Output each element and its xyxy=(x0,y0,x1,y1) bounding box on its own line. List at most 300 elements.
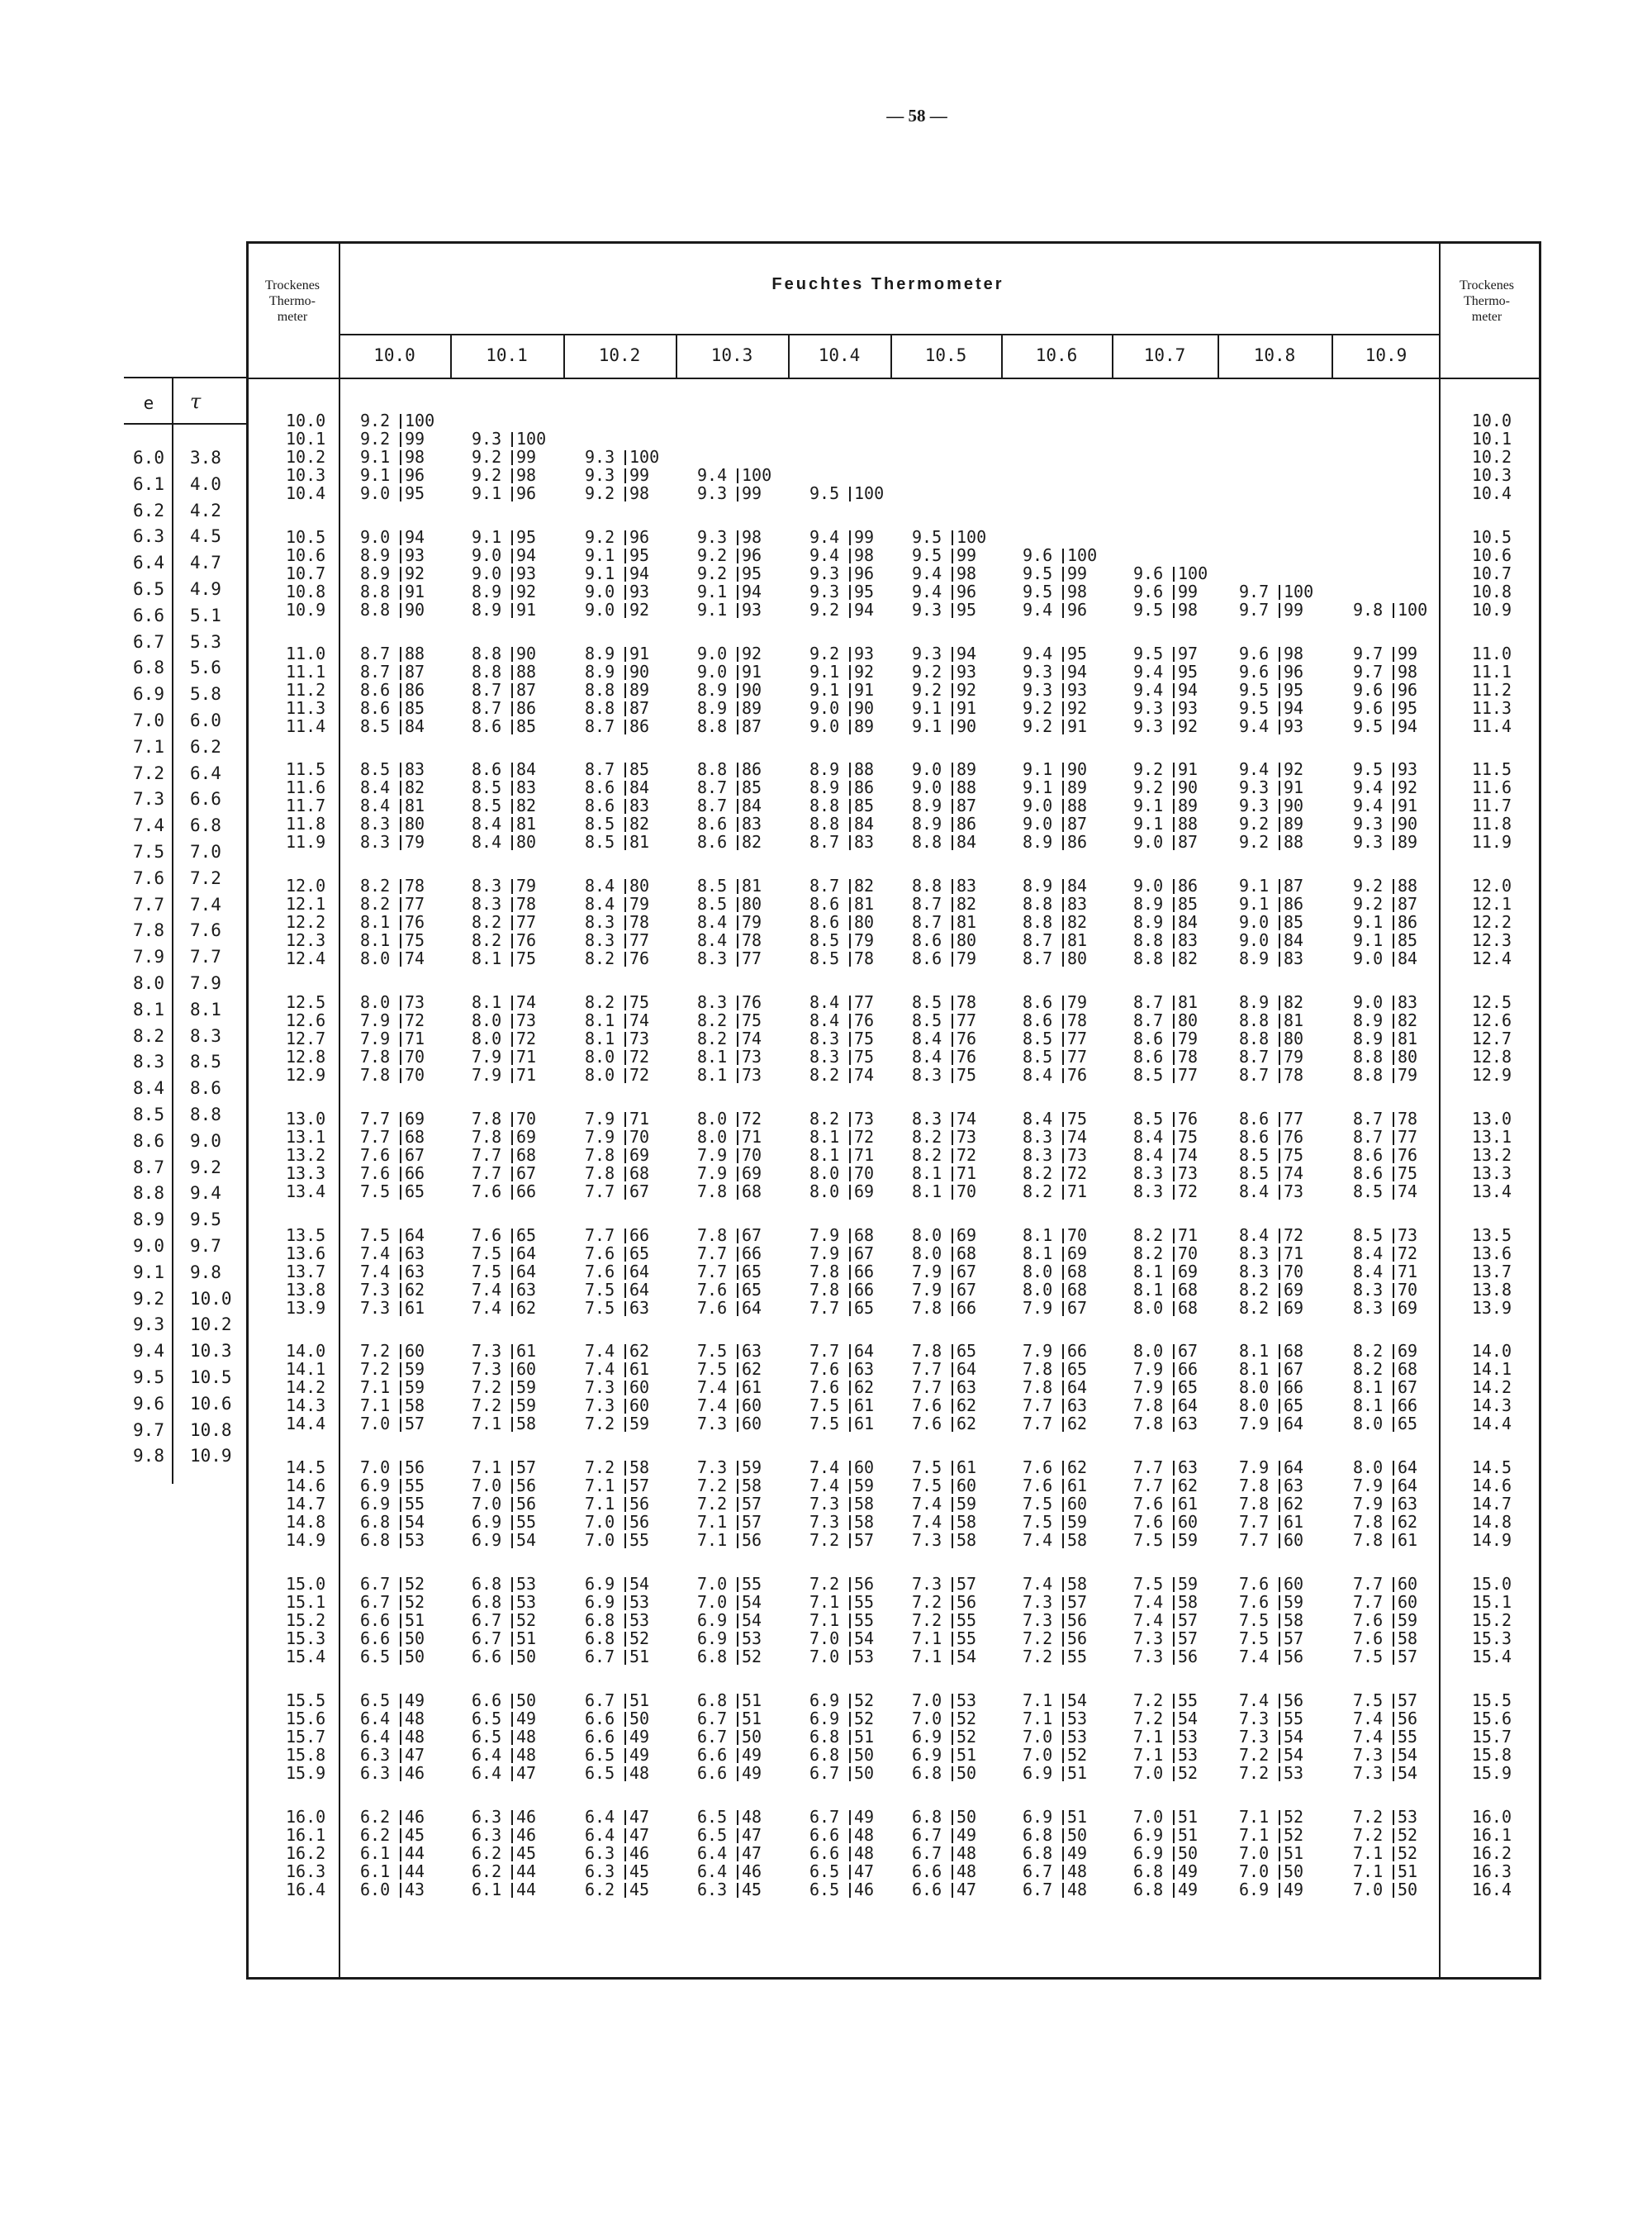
dry-temp-left: 12.7 xyxy=(286,1029,326,1048)
relative-humidity-value: 58 xyxy=(1067,1574,1088,1594)
vapor-pressure-e: 6.3 xyxy=(133,526,164,546)
value-separator xyxy=(1393,1883,1394,1898)
relative-humidity-value: 77 xyxy=(1284,1109,1304,1129)
relative-humidity-value: 66 xyxy=(1284,1377,1304,1397)
relative-humidity-value: 53 xyxy=(1067,1727,1088,1747)
vapor-pressure-value: 7.8 xyxy=(809,1262,840,1281)
relative-humidity-value: 87 xyxy=(957,796,977,815)
relative-humidity-value: 77 xyxy=(1067,1047,1088,1067)
value-separator xyxy=(737,1748,738,1763)
vapor-pressure-value: 7.0 xyxy=(585,1530,615,1550)
dry-temp-left: 13.4 xyxy=(286,1181,326,1201)
dry-temp-left: 10.9 xyxy=(286,600,326,620)
value-separator xyxy=(624,1712,626,1727)
value-separator xyxy=(624,799,626,814)
vapor-pressure-value: 9.6 xyxy=(1353,680,1384,700)
value-separator xyxy=(952,1283,953,1298)
relative-humidity-value: 55 xyxy=(957,1610,977,1630)
vapor-pressure-value: 9.4 xyxy=(912,563,942,583)
vapor-pressure-value: 8.1 xyxy=(912,1181,942,1201)
dry-temp-left: 13.2 xyxy=(286,1145,326,1165)
vapor-pressure-value: 8.9 xyxy=(912,814,942,834)
value-separator xyxy=(737,1167,738,1181)
relative-humidity-value: 62 xyxy=(629,1341,650,1361)
vapor-pressure-value: 7.0 xyxy=(585,1512,615,1532)
value-separator xyxy=(511,1112,513,1127)
relative-humidity-value: 77 xyxy=(516,912,537,932)
value-separator xyxy=(400,1810,401,1825)
relative-humidity-value: 86 xyxy=(1067,832,1088,852)
relative-humidity-value: 83 xyxy=(854,832,875,852)
dry-temp-right: 13.2 xyxy=(1471,1145,1512,1165)
vapor-pressure-value: 6.9 xyxy=(472,1530,502,1550)
vapor-pressure-value: 7.6 xyxy=(1239,1592,1270,1612)
value-separator xyxy=(737,1032,738,1047)
relative-humidity-value: 66 xyxy=(854,1262,875,1281)
relative-humidity-value: 79 xyxy=(1067,992,1088,1012)
value-separator xyxy=(1279,817,1280,832)
value-separator xyxy=(400,1497,401,1512)
value-separator xyxy=(511,432,513,447)
relative-humidity-value: 69 xyxy=(1067,1243,1088,1263)
relative-humidity-value: 70 xyxy=(957,1181,977,1201)
left-header-tau: τ xyxy=(190,390,202,413)
relative-humidity-value: 68 xyxy=(742,1181,762,1201)
vapor-pressure-value: 9.2 xyxy=(809,644,840,663)
relative-humidity-value: 53 xyxy=(854,1647,875,1666)
vapor-pressure-value: 8.2 xyxy=(697,1029,728,1048)
value-separator xyxy=(1062,1712,1064,1727)
value-separator xyxy=(624,603,626,618)
vapor-pressure-value: 8.2 xyxy=(912,1145,942,1165)
dew-point-tau: 9.7 xyxy=(190,1236,221,1256)
value-separator xyxy=(1173,763,1175,777)
dew-point-tau: 6.0 xyxy=(190,711,221,730)
relative-humidity-value: 68 xyxy=(405,1127,425,1147)
relative-humidity-value: 93 xyxy=(1178,698,1199,718)
value-separator xyxy=(1393,1533,1394,1548)
vapor-pressure-value: 8.4 xyxy=(809,1010,840,1030)
relative-humidity-value: 93 xyxy=(742,600,762,620)
relative-humidity-value: 50 xyxy=(854,1745,875,1765)
relative-humidity-value: 70 xyxy=(405,1047,425,1067)
relative-humidity-value: 76 xyxy=(742,992,762,1012)
relative-humidity-value: 47 xyxy=(629,1807,650,1827)
value-separator xyxy=(1393,1694,1394,1709)
vapor-pressure-e: 8.5 xyxy=(133,1105,164,1124)
value-separator xyxy=(849,1068,851,1083)
vapor-pressure-value: 8.4 xyxy=(472,814,502,834)
value-separator xyxy=(1173,781,1175,796)
value-separator xyxy=(1393,1497,1394,1512)
relative-humidity-value: 95 xyxy=(742,563,762,583)
wet-column-header: 10.9 xyxy=(1365,345,1408,365)
vapor-pressure-value: 7.0 xyxy=(1239,1843,1270,1863)
value-separator xyxy=(1279,1265,1280,1280)
value-separator xyxy=(624,1130,626,1145)
dry-temp-left: 14.1 xyxy=(286,1359,326,1379)
vapor-pressure-value: 7.8 xyxy=(472,1109,502,1129)
vapor-pressure-value: 8.8 xyxy=(912,876,942,896)
relative-humidity-value: 65 xyxy=(957,1341,977,1361)
value-separator xyxy=(737,1766,738,1781)
relative-humidity-value: 64 xyxy=(1067,1377,1088,1397)
value-separator xyxy=(1279,1229,1280,1243)
vapor-pressure-value: 8.9 xyxy=(1353,1029,1384,1048)
vapor-pressure-value: 8.1 xyxy=(1023,1225,1053,1245)
value-separator xyxy=(624,549,626,563)
relative-humidity-value: 59 xyxy=(405,1377,425,1397)
vapor-pressure-e: 8.7 xyxy=(133,1157,164,1177)
vapor-pressure-value: 8.5 xyxy=(809,948,840,968)
relative-humidity-value: 67 xyxy=(405,1145,425,1165)
relative-humidity-value: 88 xyxy=(1178,814,1199,834)
value-separator xyxy=(1393,1014,1394,1029)
relative-humidity-value: 72 xyxy=(854,1127,875,1147)
vapor-pressure-value: 8.5 xyxy=(1133,1109,1164,1129)
vapor-pressure-value: 7.4 xyxy=(1239,1647,1270,1666)
value-separator xyxy=(952,1112,953,1127)
relative-humidity-value: 77 xyxy=(742,948,762,968)
dry-temp-right: 13.5 xyxy=(1471,1225,1512,1245)
relative-humidity-value: 66 xyxy=(405,1163,425,1183)
value-separator xyxy=(1062,1577,1064,1592)
vapor-pressure-value: 8.5 xyxy=(472,777,502,797)
vapor-pressure-value: 8.6 xyxy=(1133,1047,1164,1067)
vapor-pressure-value: 8.0 xyxy=(472,1029,502,1048)
vapor-pressure-value: 9.1 xyxy=(697,582,728,601)
value-separator xyxy=(952,1577,953,1592)
vapor-pressure-value: 7.1 xyxy=(1239,1807,1270,1827)
relative-humidity-value: 55 xyxy=(405,1494,425,1514)
value-separator xyxy=(400,1533,401,1548)
vapor-pressure-value: 7.4 xyxy=(1239,1690,1270,1710)
dry-thermometer-label-left: Trockenes Thermo- meter xyxy=(264,278,320,324)
value-separator xyxy=(511,1595,513,1610)
relative-humidity-value: 65 xyxy=(854,1298,875,1318)
value-separator xyxy=(1062,1748,1064,1763)
relative-humidity-value: 82 xyxy=(1398,1010,1418,1030)
vapor-pressure-e: 7.4 xyxy=(133,815,164,835)
vapor-pressure-value: 7.8 xyxy=(1133,1395,1164,1415)
value-separator xyxy=(511,1148,513,1163)
vapor-pressure-e: 9.7 xyxy=(133,1420,164,1440)
value-separator xyxy=(952,817,953,832)
relative-humidity-value: 90 xyxy=(516,644,537,663)
vapor-pressure-value: 7.3 xyxy=(1353,1763,1384,1783)
vapor-pressure-value: 7.1 xyxy=(1239,1825,1270,1845)
dry-temp-left: 15.8 xyxy=(286,1745,326,1765)
vapor-pressure-value: 9.3 xyxy=(1353,814,1384,834)
relative-humidity-value: 64 xyxy=(854,1341,875,1361)
value-separator xyxy=(952,1847,953,1861)
dry-temp-left: 11.4 xyxy=(286,716,326,736)
value-separator xyxy=(1393,1515,1394,1530)
relative-humidity-value: 78 xyxy=(854,948,875,968)
relative-humidity-value: 88 xyxy=(1398,876,1418,896)
value-separator xyxy=(624,1247,626,1262)
relative-humidity-value: 95 xyxy=(516,527,537,547)
relative-humidity-value: 61 xyxy=(1284,1512,1304,1532)
value-separator xyxy=(1393,1810,1394,1825)
relative-humidity-value: 100 xyxy=(629,447,660,467)
relative-humidity-value: 70 xyxy=(629,1127,650,1147)
relative-humidity-value: 76 xyxy=(957,1047,977,1067)
value-separator xyxy=(1062,1694,1064,1709)
dry-temp-left: 15.7 xyxy=(286,1727,326,1747)
relative-humidity-value: 90 xyxy=(405,600,425,620)
value-separator xyxy=(952,1417,953,1432)
vapor-pressure-value: 7.7 xyxy=(1133,1457,1164,1477)
vapor-pressure-value: 8.9 xyxy=(360,545,391,565)
value-separator xyxy=(952,1632,953,1647)
vapor-pressure-value: 8.6 xyxy=(912,930,942,950)
relative-humidity-value: 50 xyxy=(516,1690,537,1710)
value-separator xyxy=(1393,1185,1394,1200)
relative-humidity-value: 51 xyxy=(1178,1807,1199,1827)
vapor-pressure-value: 7.8 xyxy=(1353,1530,1384,1550)
relative-humidity-value: 90 xyxy=(1067,759,1088,779)
vapor-pressure-value: 8.8 xyxy=(1133,948,1164,968)
value-separator xyxy=(1279,1694,1280,1709)
vapor-pressure-value: 7.0 xyxy=(809,1628,840,1648)
value-separator xyxy=(1393,1050,1394,1065)
relative-humidity-value: 63 xyxy=(405,1243,425,1263)
value-separator xyxy=(952,683,953,698)
relative-humidity-value: 93 xyxy=(957,662,977,682)
relative-humidity-value: 66 xyxy=(1178,1359,1199,1379)
value-separator xyxy=(737,1694,738,1709)
relative-humidity-value: 50 xyxy=(854,1763,875,1783)
vapor-pressure-e: 6.7 xyxy=(133,632,164,652)
vapor-pressure-value: 8.9 xyxy=(472,600,502,620)
vapor-pressure-value: 9.5 xyxy=(1133,644,1164,663)
value-separator xyxy=(849,720,851,734)
vapor-pressure-value: 8.5 xyxy=(360,716,391,736)
dew-point-tau: 4.7 xyxy=(190,553,221,573)
vapor-pressure-value: 6.8 xyxy=(1133,1861,1164,1881)
vapor-pressure-value: 7.4 xyxy=(585,1341,615,1361)
value-separator xyxy=(1062,1595,1064,1610)
value-separator xyxy=(624,879,626,894)
value-separator xyxy=(1062,1301,1064,1316)
dry-temp-left: 16.0 xyxy=(286,1807,326,1827)
left-table-top-rule xyxy=(124,377,248,378)
relative-humidity-value: 90 xyxy=(629,662,650,682)
vapor-pressure-value: 8.8 xyxy=(697,759,728,779)
value-separator xyxy=(511,1381,513,1395)
relative-humidity-value: 61 xyxy=(742,1377,762,1397)
relative-humidity-value: 88 xyxy=(1284,832,1304,852)
value-separator xyxy=(1173,1050,1175,1065)
vapor-pressure-value: 7.2 xyxy=(472,1395,502,1415)
value-separator xyxy=(849,1748,851,1763)
vapor-pressure-value: 8.0 xyxy=(912,1225,942,1245)
vapor-pressure-value: 9.0 xyxy=(1133,876,1164,896)
vapor-pressure-value: 8.7 xyxy=(585,716,615,736)
value-separator xyxy=(511,720,513,734)
value-separator xyxy=(849,1650,851,1665)
relative-humidity-value: 99 xyxy=(957,545,977,565)
relative-humidity-value: 99 xyxy=(516,447,537,467)
relative-humidity-value: 83 xyxy=(957,876,977,896)
vapor-pressure-value: 9.2 xyxy=(585,483,615,503)
vapor-pressure-value: 6.5 xyxy=(697,1825,728,1845)
relative-humidity-value: 69 xyxy=(1398,1341,1418,1361)
vapor-pressure-value: 7.6 xyxy=(472,1181,502,1201)
value-separator xyxy=(1062,952,1064,967)
relative-humidity-value: 91 xyxy=(1398,796,1418,815)
value-separator xyxy=(1279,1283,1280,1298)
value-separator xyxy=(511,1497,513,1512)
value-separator xyxy=(952,665,953,680)
value-separator xyxy=(849,1167,851,1181)
relative-humidity-value: 85 xyxy=(516,716,537,736)
value-separator xyxy=(952,1766,953,1781)
relative-humidity-value: 79 xyxy=(957,948,977,968)
value-separator xyxy=(737,763,738,777)
relative-humidity-value: 76 xyxy=(516,930,537,950)
vapor-pressure-value: 6.8 xyxy=(912,1807,942,1827)
value-separator xyxy=(952,799,953,814)
vapor-pressure-value: 6.8 xyxy=(585,1610,615,1630)
vapor-pressure-value: 9.0 xyxy=(585,600,615,620)
value-separator xyxy=(737,1130,738,1145)
vapor-pressure-value: 6.8 xyxy=(472,1574,502,1594)
value-separator xyxy=(849,1883,851,1898)
value-separator xyxy=(952,1497,953,1512)
value-separator xyxy=(1062,1362,1064,1377)
relative-humidity-value: 48 xyxy=(957,1861,977,1881)
value-separator xyxy=(849,1185,851,1200)
value-separator xyxy=(1279,952,1280,967)
value-separator xyxy=(1173,585,1175,600)
value-separator xyxy=(400,1847,401,1861)
value-separator xyxy=(952,647,953,662)
relative-humidity-value: 55 xyxy=(1398,1727,1418,1747)
value-separator xyxy=(1393,897,1394,912)
vapor-pressure-value: 7.7 xyxy=(472,1163,502,1183)
dry-temp-left: 13.9 xyxy=(286,1298,326,1318)
vapor-pressure-value: 7.8 xyxy=(697,1225,728,1245)
vapor-pressure-value: 8.7 xyxy=(1239,1065,1270,1085)
value-separator xyxy=(1279,1847,1280,1861)
vapor-pressure-value: 8.5 xyxy=(585,832,615,852)
value-separator xyxy=(1173,1730,1175,1745)
value-separator xyxy=(952,1730,953,1745)
value-separator xyxy=(1062,1461,1064,1476)
relative-humidity-value: 64 xyxy=(629,1280,650,1300)
value-separator xyxy=(849,1712,851,1727)
relative-humidity-value: 51 xyxy=(742,1690,762,1710)
vapor-pressure-value: 8.1 xyxy=(1133,1280,1164,1300)
vapor-pressure-value: 7.1 xyxy=(472,1414,502,1433)
dry-temp-right: 14.3 xyxy=(1471,1395,1512,1415)
dew-point-tau: 4.9 xyxy=(190,579,221,599)
vapor-pressure-value: 7.2 xyxy=(1353,1807,1384,1827)
relative-humidity-value: 59 xyxy=(1178,1530,1199,1550)
vapor-pressure-value: 8.3 xyxy=(697,992,728,1012)
value-separator xyxy=(1279,720,1280,734)
value-separator xyxy=(400,585,401,600)
relative-humidity-value: 87 xyxy=(629,698,650,718)
vapor-pressure-value: 8.2 xyxy=(360,894,391,914)
value-separator xyxy=(849,603,851,618)
vapor-pressure-value: 6.6 xyxy=(809,1825,840,1845)
vapor-pressure-value: 7.7 xyxy=(1353,1574,1384,1594)
relative-humidity-value: 60 xyxy=(1398,1592,1418,1612)
relative-humidity-value: 45 xyxy=(629,1880,650,1899)
relative-humidity-value: 59 xyxy=(1067,1512,1088,1532)
vapor-pressure-value: 8.5 xyxy=(1023,1029,1053,1048)
wet-column-header: 10.3 xyxy=(710,345,753,365)
relative-humidity-value: 47 xyxy=(742,1843,762,1863)
value-separator xyxy=(1393,1229,1394,1243)
vapor-pressure-value: 8.7 xyxy=(1023,948,1053,968)
dry-temp-left: 14.9 xyxy=(286,1530,326,1550)
relative-humidity-value: 49 xyxy=(1178,1861,1199,1881)
vapor-pressure-value: 8.0 xyxy=(472,1010,502,1030)
vapor-pressure-value: 8.9 xyxy=(809,759,840,779)
relative-humidity-value: 100 xyxy=(405,411,435,430)
value-separator xyxy=(624,1148,626,1163)
value-separator xyxy=(849,1229,851,1243)
relative-humidity-value: 98 xyxy=(1284,644,1304,663)
vapor-pressure-value: 8.8 xyxy=(1133,930,1164,950)
relative-humidity-value: 69 xyxy=(1178,1262,1199,1281)
value-separator xyxy=(737,1112,738,1127)
vapor-pressure-value: 7.7 xyxy=(1239,1530,1270,1550)
relative-humidity-value: 46 xyxy=(516,1825,537,1845)
relative-humidity-value: 44 xyxy=(405,1843,425,1863)
relative-humidity-value: 81 xyxy=(516,814,537,834)
value-separator xyxy=(1393,683,1394,698)
vapor-pressure-value: 9.5 xyxy=(1133,600,1164,620)
relative-humidity-value: 58 xyxy=(957,1512,977,1532)
relative-humidity-value: 95 xyxy=(854,582,875,601)
relative-humidity-value: 59 xyxy=(516,1395,537,1415)
vapor-pressure-value: 8.8 xyxy=(1023,894,1053,914)
vapor-pressure-value: 8.4 xyxy=(1353,1262,1384,1281)
vapor-pressure-value: 7.9 xyxy=(697,1163,728,1183)
relative-humidity-value: 86 xyxy=(957,814,977,834)
vapor-pressure-value: 7.3 xyxy=(912,1574,942,1594)
vapor-pressure-value: 7.8 xyxy=(1023,1377,1053,1397)
value-separator xyxy=(400,1479,401,1494)
value-separator xyxy=(849,1417,851,1432)
value-separator xyxy=(849,1632,851,1647)
relative-humidity-value: 64 xyxy=(405,1225,425,1245)
value-separator xyxy=(1062,683,1064,698)
relative-humidity-value: 89 xyxy=(1067,777,1088,797)
relative-humidity-value: 50 xyxy=(1398,1880,1418,1899)
value-separator xyxy=(1279,1461,1280,1476)
relative-humidity-value: 69 xyxy=(742,1163,762,1183)
vapor-pressure-value: 8.4 xyxy=(912,1047,942,1067)
relative-humidity-value: 57 xyxy=(742,1512,762,1532)
relative-humidity-value: 57 xyxy=(854,1530,875,1550)
relative-humidity-value: 89 xyxy=(629,680,650,700)
relative-humidity-value: 94 xyxy=(1178,680,1199,700)
vapor-pressure-value: 7.8 xyxy=(1353,1512,1384,1532)
relative-humidity-value: 71 xyxy=(516,1047,537,1067)
value-separator xyxy=(1393,996,1394,1010)
dry-temp-right: 15.6 xyxy=(1471,1709,1512,1728)
vapor-pressure-value: 7.1 xyxy=(472,1457,502,1477)
value-separator xyxy=(624,701,626,716)
vapor-pressure-value: 9.3 xyxy=(1239,796,1270,815)
value-separator xyxy=(1173,996,1175,1010)
